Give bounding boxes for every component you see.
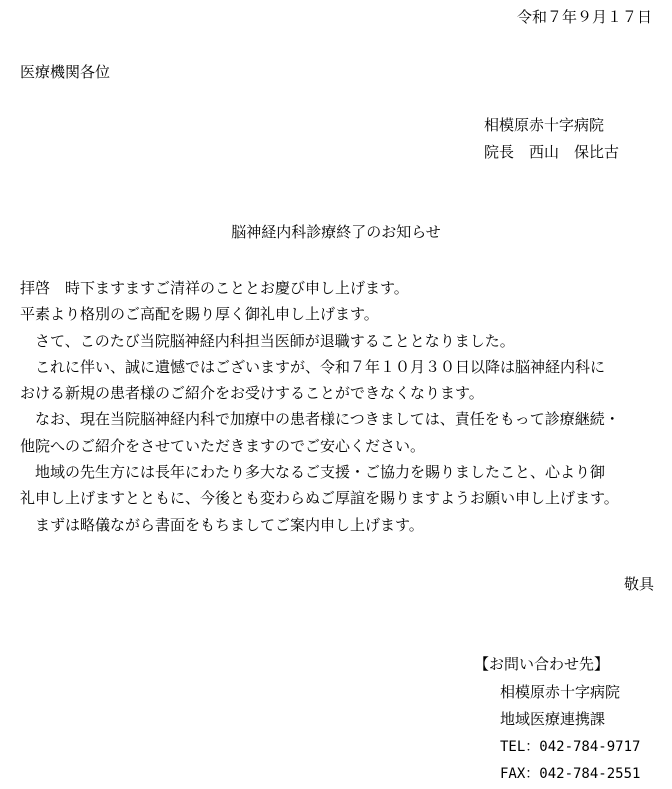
contact-heading: 【お問い合わせ先】 [474,655,610,673]
body-line: さて、このたび当院脳神経内科担当医師が退職することとなりました。 [20,331,515,350]
body-line: 平素より格別のご高配を賜り厚く御礼申し上げます。 [20,305,379,324]
body-line: 礼申し上げますとともに、今後とも変わらぬご厚誼を賜りますようお願い申し上げます。 [20,489,619,508]
sender-hospital: 相模原赤十字病院 [484,116,605,134]
contact-fax: FAX：042-784-2551 [500,766,641,782]
body-line: まずは略儀ながら書面をもちましてご案内申し上げます。 [20,515,424,534]
contact-tel: TEL：042-784-9717 [500,739,641,755]
contact-department: 地域医療連携課 [500,710,606,728]
body-line: おける新規の患者様のご紹介をお受けすることができなくなります。 [20,384,484,403]
contact-hospital: 相模原赤十字病院 [500,683,621,701]
closing-word: 敬具 [623,575,654,593]
body-line: 他院へのご紹介をさせていただきますのでご安心ください。 [20,436,426,455]
sender-director: 院長 西山 保比古 [484,143,620,161]
letter-title: 脳神経内科診療終了のお知らせ [231,223,441,241]
letter-body [20,278,668,541]
letter-date: 令和７年９月１７日 [516,8,652,26]
addressee: 医療機関各位 [20,63,111,81]
body-line: 地域の先生方には長年にわたり多大なるご支援・ご協力を賜りましたこと、心より御 [20,463,606,482]
body-line: 拝啓 時下ますますご清祥のこととお慶び申し上げます。 [20,279,409,297]
body-line: なお、現在当院脳神経内科で加療中の患者様につきましては、責任をもって診療継続・ [20,410,620,429]
body-line: これに伴い、誠に遺憾ではございますが、令和７年１０月３０日以降は脳神経内科に [20,357,606,376]
